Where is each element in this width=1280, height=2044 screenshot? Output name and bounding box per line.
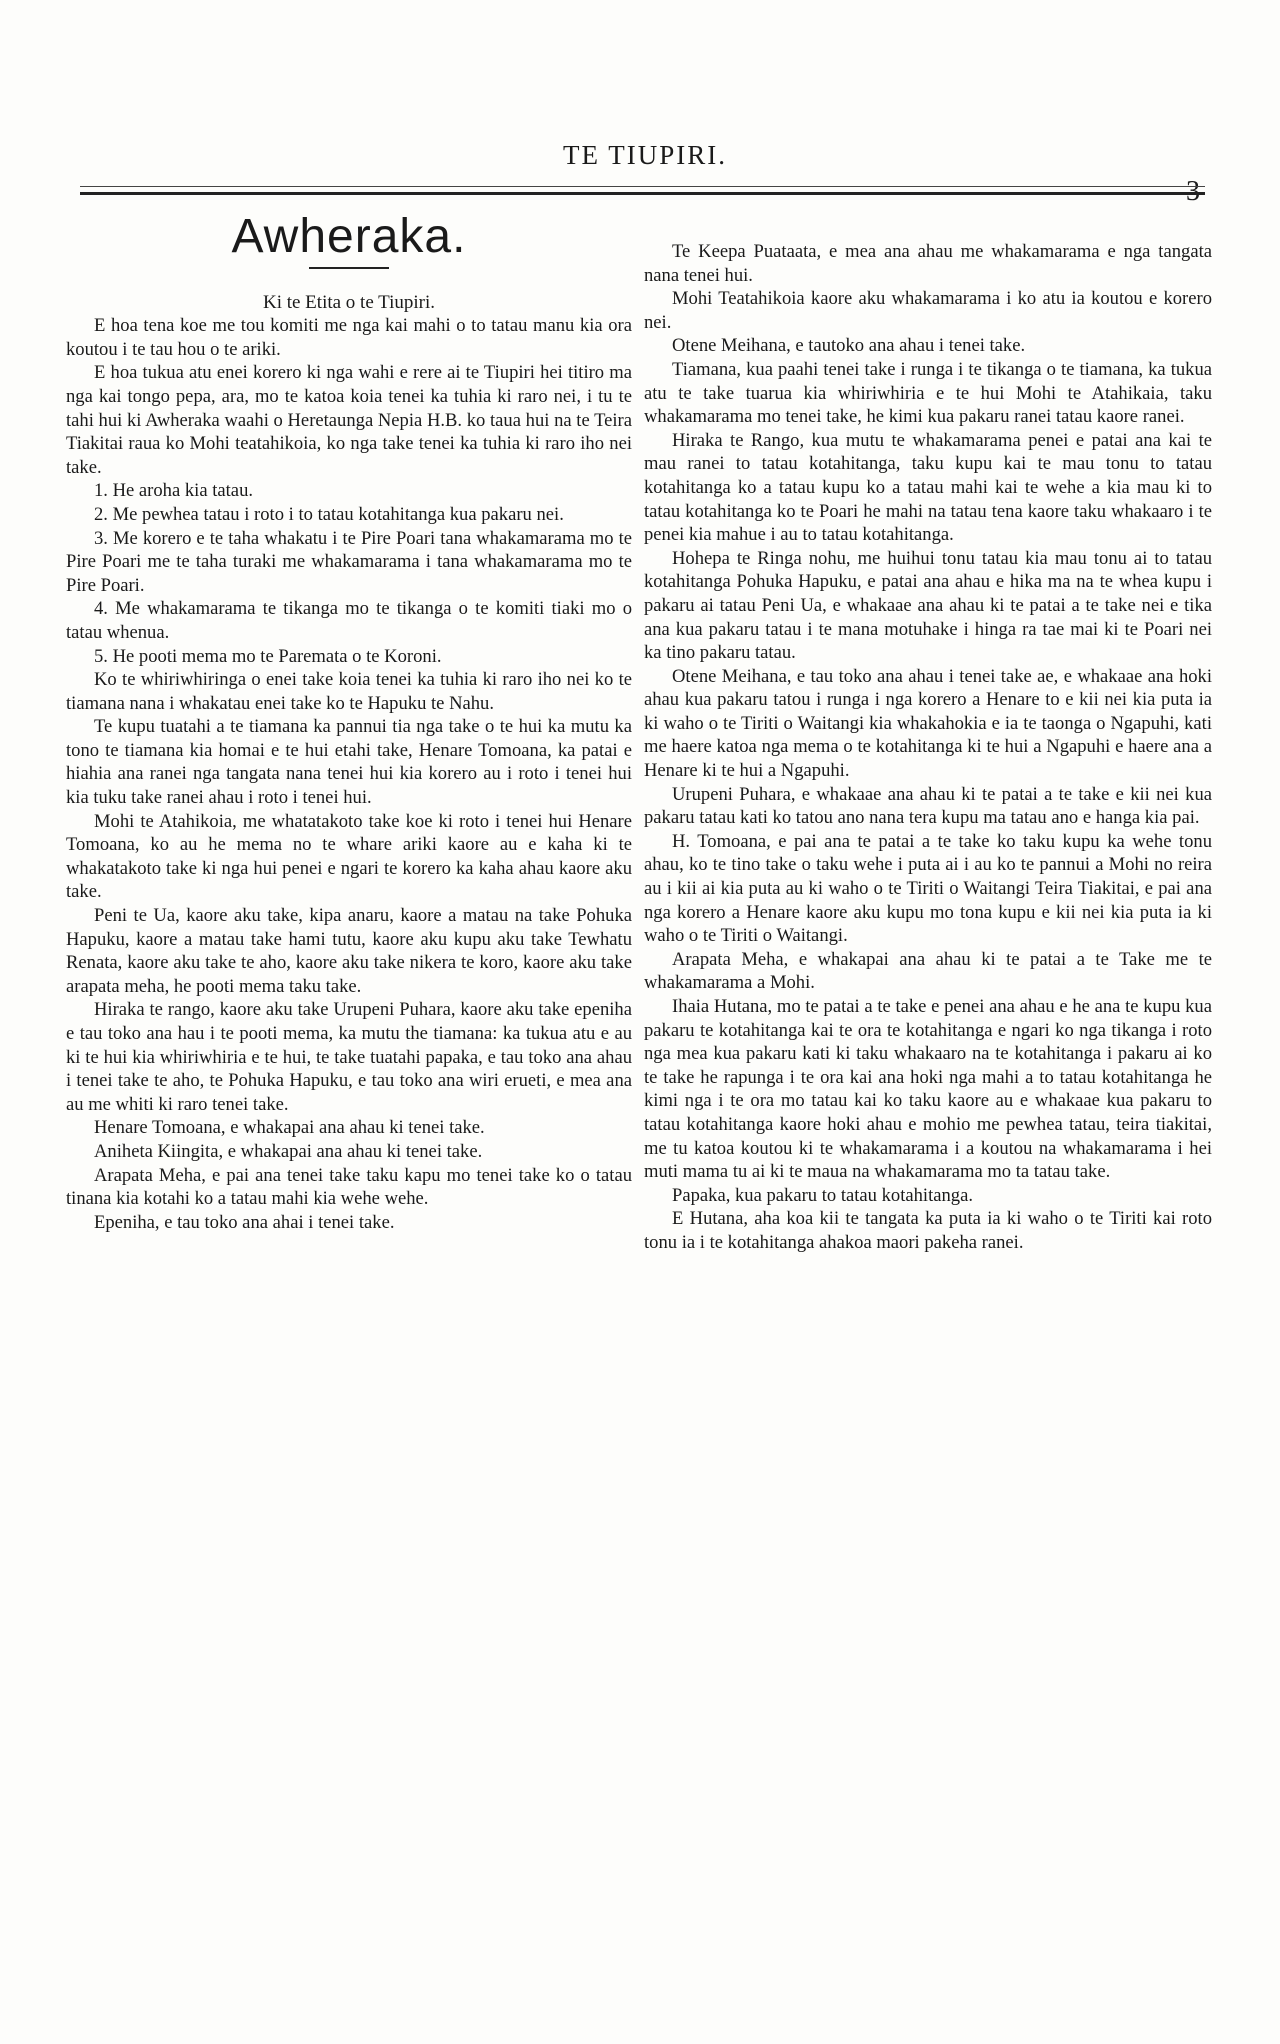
header-rule-thick [80,192,1205,195]
paragraph: Tiamana, kua paahi tenei take i runga i te tikanga o te tiamana, ka tukua atu te take tuarua kia whiriwhiria e te hui Mohi te Atahikaia, taku whakamarama mo tenei take, he kimi kua pakaru ranei tatau kaore ranei. [644,358,1212,428]
paragraph: Aniheta Kiingita, e whakapai ana ahau ki tenei take. [94,1140,483,1162]
article-subheading: Ki te Etita o te Tiupiri. [262,291,436,313]
paragraph: 3. Me korero e te taha whakatu i te Pire Poari tana whakamarama mo te Pire Poari me te taha turaki me whakamarama i tana whakamarama mo te Pire Poari. [66,527,632,596]
paragraph: Arapata Meha, e whakapai ana ahau ki te patai a te Take me te whakamarama a Mohi. [644,948,1212,994]
left-column [66,205,632,1234]
article-heading: Awheraka. [231,210,467,263]
paragraph: Mohi te Atahikoia, me whatatakoto take koe ki roto i tenei hui Henare Tomoana, ko au he mema no te whare ariki kaore au e kaha ki te whakatakoto take ki nga hui penei e ngari te korero ka kaha ahau kaore aku take. [66,810,632,903]
page-number: 3 [1186,176,1200,207]
paragraph: Hiraka te rango, kaore aku take Urupeni Puhara, kaore aku take epeniha e tau toko ana hau i te pooti mema, ka mutu the tiamana: ka tukua atu e au ki te hui kia whiriwhiria e te hui, te take tuatahi papaka, e tau toko ana ahau i tenei take te aho, te Pohuka Hapuku, e tau toko ana wiri erueti, e mea ana au me whiti ki raro tenei take. [66,999,632,1115]
newspaper-title: TE TIUPIRI. [563,140,727,170]
header-rule-thin [80,186,1205,187]
paragraph: E Hutana, aha koa kii te tangata ka puta ia ki waho o te Tiriti kai roto tonu ia i te kotahitanga ahakoa maori pakeha ranei. [644,1208,1212,1253]
paragraph: Te kupu tuatahi a te tiamana ka pannui tia nga take o te hui ka mutu ka tono te tiamana kia homai e te hui etahi take, Henare Tomoana, ka patai e hiahia ana ranei nga tangata nana tenei hui kia korero au i roto i tenei hui kia tuku take ranei ahau i roto i tenei hui. [66,716,632,809]
paragraph: Papaka, kua pakaru to tatau kotahitanga. [672,1184,974,1206]
page-header [80,140,1210,210]
paragraph: Otene Meihana, e tautoko ana ahau i tenei take. [672,335,1026,357]
paragraph: E hoa tukua atu enei korero ki nga wahi e rere ai te Tiupiri hei titiro ma nga kai tongo pepa, ara, mo te katoa koia tenei ka tuhia ki raro nei, i tu te tahi hui ki Awheraka waahi o Heretaunga Nepia H.B. ko taua hui na te Teira Tiakitai raua ko Mohi teatahikoia, ko nga take tenei ka tuhia ki raro iho nei take. [66,362,632,478]
paragraph: 1. He aroha kia tatau. [94,480,254,502]
paragraph: Peni te Ua, kaore aku take, kipa anaru, kaore a matau na take Pohuka Hapuku, kaore a matau take hami tutu, kaore aku kupu aku take Tewhatu Renata, kaore aku take te aho, kaore aku take nikera te koro, kaore aku take arapata meha, he pooti mema taku take. [66,905,632,997]
paragraph: 2. Me pewhea tatau i roto i to tatau kotahitanga kua pakaru nei. [94,503,564,525]
paragraph: Otene Meihana, e tau toko ana ahau i tenei take ae, e whakaae ana hoki ahau kua pakaru tatou i runga i nga korero a Henare to e kii nei kia puta ia ki waho o te Tiriti o Waitangi kia whakahokia e ia te taonga o Ngapuhi, kati me haere katoa nga mema o te kotahitanga ki te hui a Ngapuhi e haere ana a Henare ki te hui a Ngapuhi. [644,665,1212,782]
paragraph: Te Keepa Puataata, e mea ana ahau me whakamarama e nga tangata nana tenei hui. [644,241,1212,286]
paragraph: Ihaia Hutana, mo te patai a te take e penei ana ahau e he ana te kupu kua pakaru te kotahitanga kai te ora te kotahitanga e ngari ko nga tikanga i roto nga mea kua pakaru kati ki taku whakaaro na te kotahitanga i pakaru ai ko te take he rapunga i te ora kai ana hoki nga mahi a to tatau kotahitanga he kimi nga i te ora mo tatau kai ko taku kaore au e whakaae kua pakaru to tatau kotahitanga kaore hoki ahau e mohio me pewhea tatau, teira tiakitai, me tu katoa koutou ki te whakamarama i a koutou na whakamarama i hei muti mama tu ai ki te maua na whakamarama mo ta tatau take. [644,996,1212,1183]
paragraph: 5. He pooti mema mo te Paremata o te Koroni. [94,645,442,667]
paragraph: Hohepa te Ringa nohu, me huihui tonu tatau kia mau tonu ai to tatau kotahitanga Pohuka Hapuku, e patai ana ahau e hika ma na te whea kupu i pakaru ai tatau Peni Ua, e whakaae ana ahau ki te patai a te take nei e tika ana kua pakaru tatau i te mana motuhake i hinga ra tae mai ki te Poari nei ka tino pakaru tatau. [644,547,1212,664]
paragraph: Hiraka te Rango, kua mutu te whakamarama penei e patai ana kai te mau ranei to tatau kotahitanga, taku kupu kai te mau tonu to tatau kotahitanga ko a tatau kupu ko a tatau mahi kai te wehe a kia mau ki to tatau kotahitanga ko te Poari he mahi na tatau tena kaore taku whakaaro i te penei kia mahue i au to tatau kotahitanga. [644,429,1212,546]
paragraph: 4. Me whakamarama te tikanga mo te tikanga o te komiti tiaki mo o tatau whenua. [66,598,632,643]
heading-divider [309,267,389,269]
paragraph: Epeniha, e tau toko ana ahai i tenei take. [94,1211,395,1233]
paragraph: Arapata Meha, e pai ana tenei take taku kapu mo tenei take ko o tatau tinana kia kotahi ko a tatau mahi kia wehe wehe. [66,1164,632,1210]
paragraph: Urupeni Puhara, e whakaae ana ahau ki te patai a te take e kii nei kua pakaru tatau kati ko tatou ano nana tera kupu ma tatau ano e hanga kia pai. [644,783,1212,829]
paragraph: H. Tomoana, e pai ana te patai a te take ko taku kupu ka wehe tonu ahau, ko te tino take o taku wehe i puta ai i au ko te pannui a Mohi no reira au i kii ai kia puta au ki waho o te Tiriti o Waitangi Teira Tiakitai, e pai ana nga korero a Henare kaore aku kupu mo tona kupu e kii nei kia puta ia ki waho o te Tiriti o Waitangi. [644,830,1212,947]
right-column [644,205,1212,1255]
paragraph: E hoa tena koe me tou komiti me nga kai mahi o to tatau manu kia ora koutou i te tau hou o te ariki. [66,315,632,360]
paragraph: Mohi Teatahikoia kaore aku whakamarama i ko atu ia koutou e korero nei. [644,288,1212,333]
paragraph: Ko te whiriwhiringa o enei take koia tenei ka tuhia ki raro iho nei ko te tiamana nana i whakatau enei take ko te Hapuku te Nahu. [66,669,632,714]
paragraph: Henare Tomoana, e whakapai ana ahau ki tenei take. [94,1117,485,1139]
